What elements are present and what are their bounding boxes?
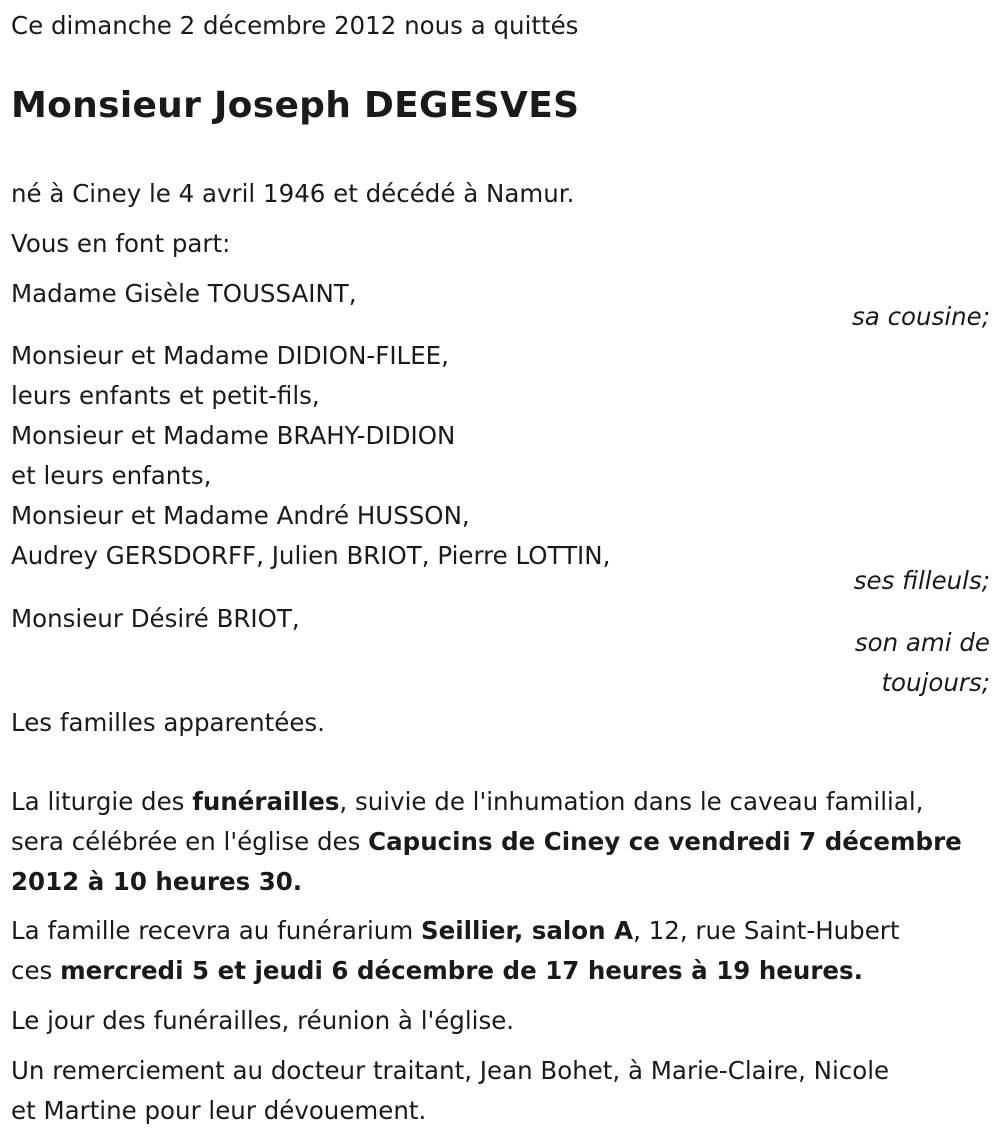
- funeral-paragraph-1-line-2: [11, 822, 962, 862]
- funeral-paragraph-4-line-2: et Martine pour leur dévouement.: [11, 1096, 427, 1125]
- relation-label: toujours;: [881, 668, 990, 697]
- mourner-line: Les familles apparentées.: [11, 708, 325, 737]
- announce-line: Vous en font part:: [11, 229, 231, 258]
- birth-death-line: né à Ciney le 4 avril 1946 et décédé à Namur.: [11, 179, 575, 208]
- funeral-paragraph-2-line-2: [11, 951, 863, 991]
- mourner-line: Monsieur et Madame DIDION-FILEE,: [11, 341, 449, 370]
- relation-label: sa cousine;: [852, 302, 990, 331]
- text-segment-bold: Capucins de Ciney ce vendredi 7 décembre: [368, 827, 962, 856]
- intro-text: Ce dimanche 2 décembre 2012 nous a quittés: [11, 11, 579, 40]
- mourner-line: leurs enfants et petit-fils,: [11, 381, 320, 410]
- text-segment-bold: mercredi 5 et jeudi 6 décembre de 17 heures à 19 heures.: [60, 956, 863, 985]
- relation-label: son ami de: [854, 628, 990, 657]
- mourner-line: Madame Gisèle TOUSSAINT,: [11, 279, 357, 308]
- funeral-paragraph-1: [11, 782, 923, 822]
- relation-label: ses filleuls;: [853, 566, 990, 595]
- mourner-line: Monsieur et Madame BRAHY-DIDION: [11, 421, 456, 450]
- funeral-paragraph-4: Un remerciement au docteur traitant, Jean Bohet, à Marie-Claire, Nicole: [11, 1056, 890, 1085]
- text-segment: La famille recevra au funérarium: [11, 916, 421, 945]
- text-segment: , suivie de l'inhumation dans le caveau familial,: [339, 787, 924, 816]
- text-segment: La liturgie des: [11, 787, 193, 816]
- mourner-line: Monsieur et Madame André HUSSON,: [11, 501, 470, 530]
- funeral-paragraph-3: Le jour des funérailles, réunion à l'église.: [11, 1006, 515, 1035]
- funeral-paragraph-1-line-3: [11, 862, 302, 902]
- text-segment-bold: 2012 à 10 heures 30.: [11, 867, 303, 896]
- funeral-paragraph-2: [11, 911, 899, 951]
- mourner-line: Monsieur Désiré BRIOT,: [11, 604, 300, 633]
- deceased-name: Monsieur Joseph DEGESVES: [11, 85, 580, 126]
- mourner-line: et leurs enfants,: [11, 461, 212, 490]
- text-segment: sera célébrée en l'église des: [11, 827, 369, 856]
- text-segment-bold: Seillier, salon A: [421, 916, 634, 945]
- text-segment: , 12, rue Saint-Hubert: [633, 916, 900, 945]
- text-segment-bold: funérailles: [192, 787, 340, 816]
- mourner-line: Audrey GERSDORFF, Julien BRIOT, Pierre LOTTIN,: [11, 541, 611, 570]
- text-segment: ces: [11, 956, 61, 985]
